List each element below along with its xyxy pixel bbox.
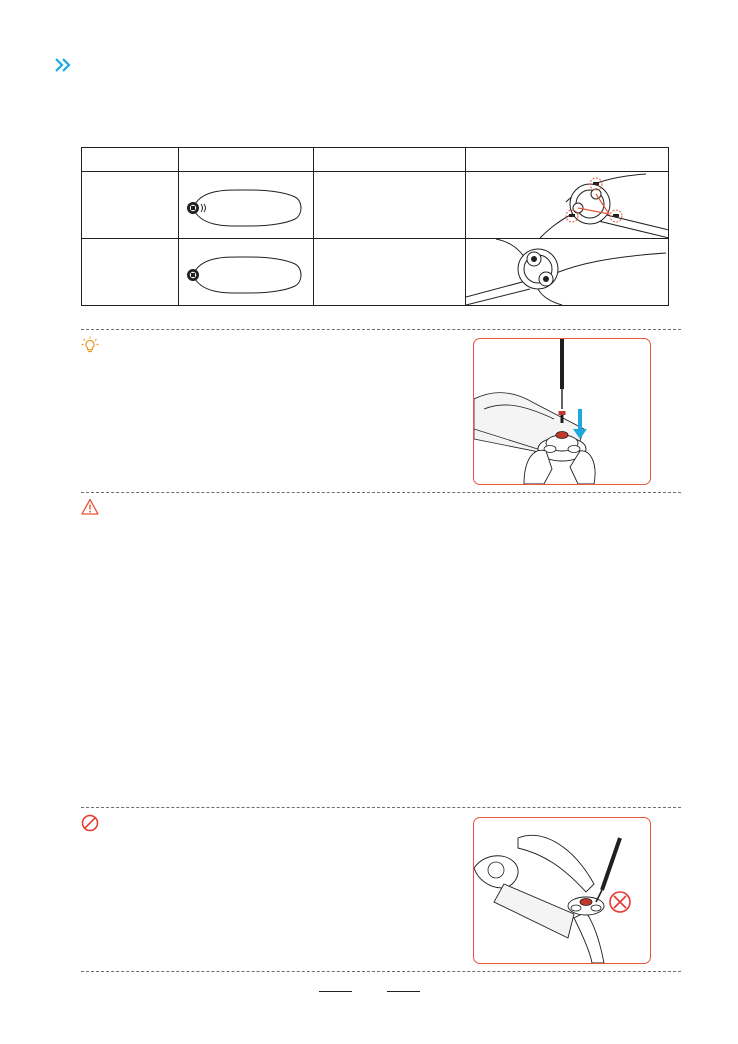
dashed-divider — [81, 971, 681, 972]
page-number-rule — [387, 991, 420, 992]
warning-triangle-icon — [81, 498, 99, 516]
row-label — [82, 239, 179, 306]
table-header-cell — [82, 148, 179, 172]
propeller-blade-with-mark-image — [179, 172, 314, 238]
row-description — [314, 172, 465, 239]
blade-cell — [179, 239, 314, 306]
photo-cell — [465, 239, 668, 306]
dashed-divider — [81, 492, 681, 493]
screw-installation-photo — [473, 338, 651, 485]
dashed-divider — [81, 329, 681, 330]
propeller-table — [81, 147, 669, 306]
row-description — [314, 239, 465, 306]
motor-hub-screws-installed-image — [466, 239, 669, 305]
double-chevron-right-icon — [54, 56, 72, 74]
prohibited-icon — [81, 814, 99, 832]
row-label — [82, 172, 179, 239]
photo-cell — [465, 172, 668, 239]
table-header-row — [82, 148, 669, 172]
motor-hub-screws-highlighted-image — [466, 172, 669, 238]
propeller-blade-plain-image — [179, 239, 314, 305]
dashed-divider — [81, 807, 681, 808]
table-header-cell — [179, 148, 314, 172]
incorrect-screwdriver-illustration — [474, 818, 650, 963]
blade-cell — [179, 172, 314, 239]
table-row — [82, 172, 669, 239]
table-header-cell — [314, 148, 465, 172]
table-header-cell — [465, 148, 668, 172]
page-number — [315, 978, 425, 994]
table-row — [82, 239, 669, 306]
page-number-rule — [319, 991, 352, 992]
incorrect-tool-photo — [473, 817, 651, 964]
lightbulb-icon — [81, 336, 99, 354]
screwdriver-install-illustration — [474, 339, 650, 484]
